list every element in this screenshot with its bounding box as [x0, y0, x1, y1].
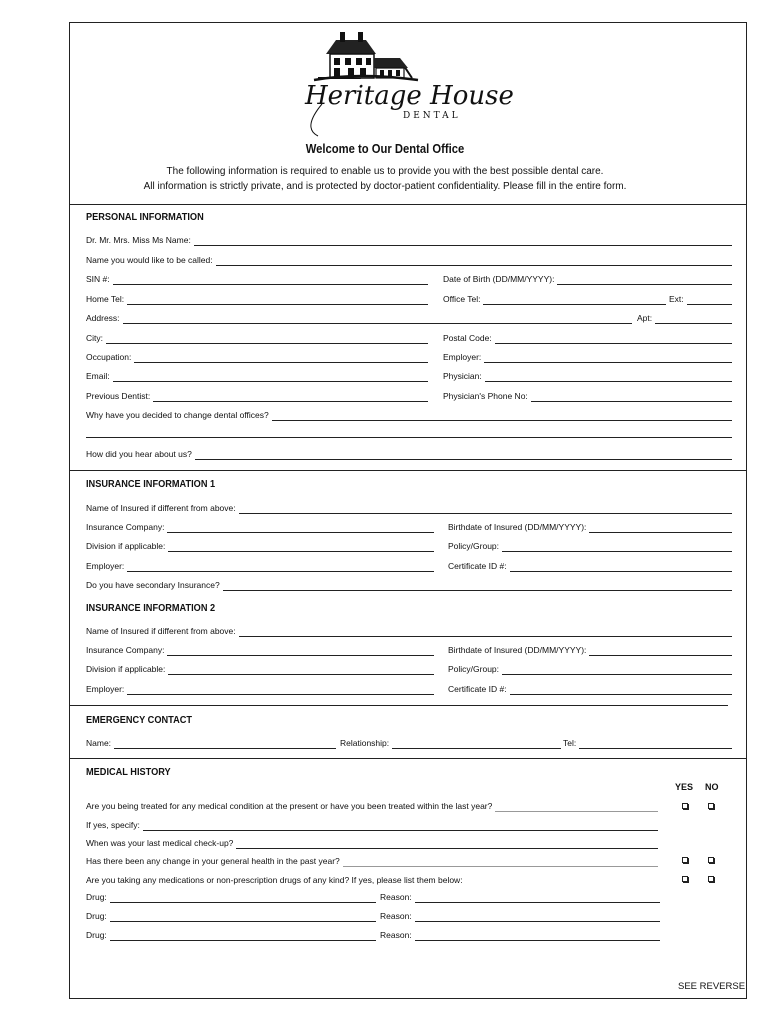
name-label: Dr. Mr. Mrs. Miss Ms Name:	[86, 235, 191, 245]
sin-field[interactable]	[86, 271, 428, 285]
ins2-division-label: Division if applicable:	[86, 664, 166, 674]
meds-yes-checkbox[interactable]	[682, 876, 688, 882]
ins2-policy-field[interactable]	[448, 661, 732, 675]
ins2-birthdate-label: Birthdate of Insured (DD/MM/YYYY):	[448, 645, 587, 655]
home-tel-field[interactable]	[86, 291, 428, 305]
meds-no-checkbox[interactable]	[708, 876, 714, 882]
checkup-label: When was your last medical check-up?	[86, 838, 234, 848]
occupation-label: Occupation:	[86, 352, 132, 362]
phys-phone-field[interactable]	[443, 388, 732, 402]
ins2-division-field[interactable]	[86, 661, 434, 675]
ins1-cert-field[interactable]	[448, 558, 732, 572]
reason-label: Reason:	[380, 892, 412, 902]
relationship-label: Relationship:	[340, 738, 390, 748]
ins2-birthdate-field[interactable]	[448, 642, 732, 656]
specify-label: If yes, specify:	[86, 820, 140, 830]
q1-label: Are you being treated for any medical condition at the present or have you been treated within the last year?	[86, 801, 493, 811]
ins1-company-field[interactable]	[86, 519, 434, 533]
address-label: Address:	[86, 313, 120, 323]
hear-field[interactable]	[86, 446, 732, 460]
meds-field	[86, 872, 658, 886]
ins2-cert-label: Certificate ID #:	[448, 684, 507, 694]
reason-label: Reason:	[380, 911, 412, 921]
apt-field[interactable]	[637, 310, 732, 324]
intro-line-1: The following information is required to enable us to provide you with the best possible dental care.	[166, 166, 604, 177]
ext-field[interactable]	[669, 291, 732, 305]
ins1-secondary-field[interactable]	[86, 577, 732, 591]
emergency-name-label: Name:	[86, 738, 112, 748]
city-label: City:	[86, 333, 103, 343]
yes-header: YES	[675, 782, 694, 792]
welcome-title: Welcome to Our Dental Office	[305, 142, 465, 156]
ins1-birthdate-field[interactable]	[448, 519, 732, 533]
drug-label: Drug:	[86, 892, 107, 902]
ins1-employer-label: Employer:	[86, 561, 125, 571]
reason-field-1[interactable]	[380, 889, 660, 903]
ins2-company-label: Insurance Company:	[86, 645, 165, 655]
change-yes-checkbox[interactable]	[682, 857, 688, 863]
prev-dentist-label: Previous Dentist:	[86, 391, 151, 401]
logo-sub: DENTAL	[403, 111, 461, 121]
relationship-field[interactable]	[340, 735, 561, 749]
ins2-cert-field[interactable]	[448, 681, 732, 695]
ins1-policy-label: Policy/Group:	[448, 541, 500, 551]
apt-label: Apt:	[637, 313, 653, 323]
change-no-checkbox[interactable]	[708, 857, 714, 863]
ins1-cert-label: Certificate ID #:	[448, 561, 507, 571]
ins2-insured-field[interactable]	[86, 623, 732, 637]
office-tel-field[interactable]	[443, 291, 666, 305]
q1-field	[86, 798, 658, 812]
ins2-company-field[interactable]	[86, 642, 434, 656]
section-ins2-title: INSURANCE INFORMATION 2	[86, 603, 216, 614]
divider	[70, 204, 746, 205]
ins1-division-label: Division if applicable:	[86, 541, 166, 551]
occupation-field[interactable]	[86, 349, 428, 363]
divider	[70, 705, 728, 706]
ins1-birthdate-label: Birthdate of Insured (DD/MM/YYYY):	[448, 522, 587, 532]
why-field[interactable]	[86, 407, 732, 421]
reason-field-3[interactable]	[380, 927, 660, 941]
address-field[interactable]	[86, 310, 632, 324]
sin-label: SIN #:	[86, 274, 110, 284]
emergency-name-field[interactable]	[86, 735, 336, 749]
ins2-insured-label: Name of Insured if different from above:	[86, 626, 236, 636]
house-drawing	[314, 32, 418, 80]
ins2-employer-label: Employer:	[86, 684, 125, 694]
section-ins1-title: INSURANCE INFORMATION 1	[86, 479, 216, 490]
why-label: Why have you decided to change dental offices?	[86, 410, 269, 420]
hear-label: How did you hear about us?	[86, 449, 192, 459]
section-medical-title: MEDICAL HISTORY	[86, 767, 171, 778]
called-label: Name you would like to be called:	[86, 255, 213, 265]
dob-label: Date of Birth (DD/MM/YYYY):	[443, 274, 555, 284]
emergency-tel-field[interactable]	[563, 735, 732, 749]
ins2-employer-field[interactable]	[86, 681, 434, 695]
heritage-house-logo	[300, 28, 530, 148]
ins1-division-field[interactable]	[86, 538, 434, 552]
drug-label: Drug:	[86, 930, 107, 940]
drug-field-3[interactable]	[86, 927, 376, 941]
ext-label: Ext:	[669, 294, 684, 304]
section-emergency-title: EMERGENCY CONTACT	[86, 715, 192, 726]
prev-dentist-field[interactable]	[86, 388, 428, 402]
ins1-insured-field[interactable]	[86, 500, 732, 514]
why-extra-line[interactable]	[86, 437, 732, 438]
change-field	[86, 853, 658, 867]
logo-brand: Heritage House	[305, 81, 514, 111]
drug-field-1[interactable]	[86, 889, 376, 903]
ins1-company-label: Insurance Company:	[86, 522, 165, 532]
change-label: Has there been any change in your general health in the past year?	[86, 856, 340, 866]
postal-field[interactable]	[443, 330, 732, 344]
no-header: NO	[705, 782, 719, 792]
employer-field[interactable]	[443, 349, 732, 363]
ins1-policy-field[interactable]	[448, 538, 732, 552]
emergency-tel-label: Tel:	[563, 738, 577, 748]
q1-no-checkbox[interactable]	[708, 803, 714, 809]
physician-field[interactable]	[443, 368, 732, 382]
called-field[interactable]	[86, 252, 732, 266]
phys-phone-label: Physician's Phone No:	[443, 391, 528, 401]
dob-field[interactable]	[443, 271, 732, 285]
divider	[70, 470, 746, 471]
reason-label: Reason:	[380, 930, 412, 940]
see-reverse-note: SEE REVERSE	[678, 981, 746, 992]
office-tel-label: Office Tel:	[443, 294, 481, 304]
home-tel-label: Home Tel:	[86, 294, 125, 304]
email-field[interactable]	[86, 368, 428, 382]
postal-label: Postal Code:	[443, 333, 492, 343]
intro-line-2: All information is strictly private, and is protected by doctor-patient confidentiality. Please fill in the entire form.	[143, 181, 627, 192]
q1-yes-checkbox[interactable]	[682, 803, 688, 809]
specify-field[interactable]	[86, 817, 658, 831]
name-field[interactable]	[86, 232, 732, 246]
checkup-field[interactable]	[86, 835, 658, 849]
city-field[interactable]	[86, 330, 428, 344]
ins1-employer-field[interactable]	[86, 558, 434, 572]
meds-label: Are you taking any medications or non-prescription drugs of any kind? If yes, please list them below:	[86, 875, 463, 885]
ins1-insured-label: Name of Insured if different from above:	[86, 503, 236, 513]
email-label: Email:	[86, 371, 110, 381]
ins2-policy-label: Policy/Group:	[448, 664, 500, 674]
ins1-secondary-label: Do you have secondary Insurance?	[86, 580, 220, 590]
section-personal-title: PERSONAL INFORMATION	[86, 212, 204, 223]
row-name	[86, 232, 732, 246]
employer-label: Employer:	[443, 352, 482, 362]
physician-label: Physician:	[443, 371, 482, 381]
drug-field-2[interactable]	[86, 908, 376, 922]
drug-label: Drug:	[86, 911, 107, 921]
divider	[70, 758, 746, 759]
reason-field-2[interactable]	[380, 908, 660, 922]
